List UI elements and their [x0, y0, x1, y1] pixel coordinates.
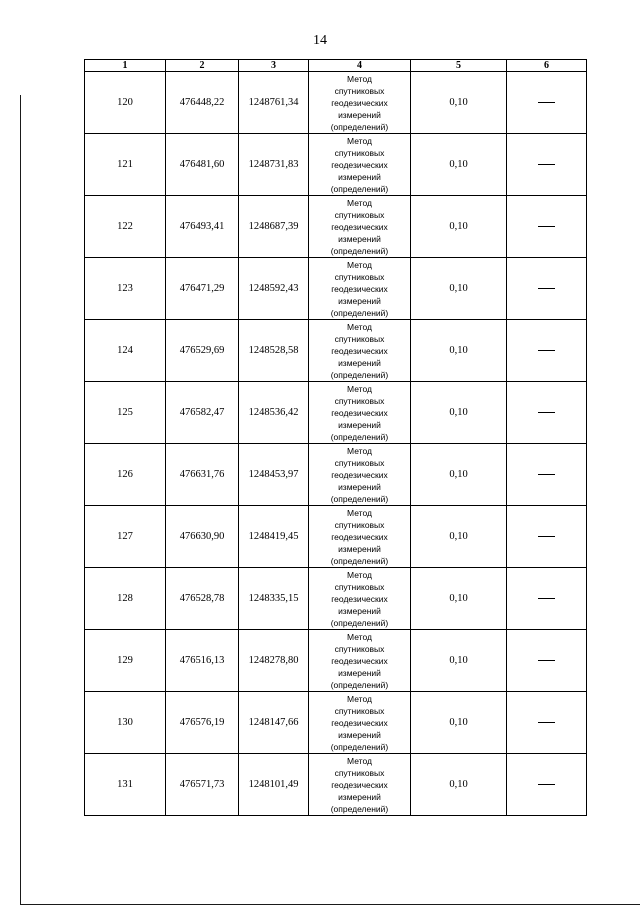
method-line: геодезических	[331, 345, 388, 356]
method-line: Метод	[347, 135, 372, 146]
method-line: измерений	[338, 419, 381, 430]
header-col-2: 2	[166, 60, 239, 72]
method-line: измерений	[338, 109, 381, 120]
method-cell	[309, 320, 411, 382]
method-line: спутниковых	[334, 395, 385, 406]
point-number-cell: 120	[85, 72, 166, 134]
method-line: измерений	[338, 357, 381, 368]
method-line: измерений	[338, 543, 381, 554]
method-line: спутниковых	[334, 643, 385, 654]
method-line: геодезических	[331, 407, 388, 418]
point-number-cell: 129	[85, 630, 166, 692]
method-line: измерений	[338, 171, 381, 182]
y-coordinate-cell: 1248687,39	[239, 196, 309, 258]
y-coordinate-cell: 1248419,45	[239, 506, 309, 568]
method-line: (определений)	[330, 493, 389, 504]
method-line: Метод	[347, 73, 372, 84]
accuracy-cell: 0,10	[411, 258, 507, 320]
coordinates-table-container	[84, 59, 586, 816]
method-cell	[309, 196, 411, 258]
table-row	[85, 320, 587, 382]
x-coordinate-cell: 476493,41	[166, 196, 239, 258]
method-line: спутниковых	[334, 519, 385, 530]
table-row	[85, 506, 587, 568]
header-col-1: 1	[85, 60, 166, 72]
method-line: (определений)	[330, 431, 389, 442]
x-coordinate-cell: 476481,60	[166, 134, 239, 196]
accuracy-cell: 0,10	[411, 754, 507, 816]
method-line: спутниковых	[334, 209, 385, 220]
accuracy-cell: 0,10	[411, 72, 507, 134]
y-coordinate-cell: 1248147,66	[239, 692, 309, 754]
accuracy-cell: 0,10	[411, 630, 507, 692]
dash-mark	[538, 288, 555, 289]
y-coordinate-cell: 1248528,58	[239, 320, 309, 382]
y-coordinate-cell: 1248101,49	[239, 754, 309, 816]
table-row	[85, 258, 587, 320]
header-col-6: 6	[507, 60, 587, 72]
method-line: (определений)	[330, 369, 389, 380]
method-line: спутниковых	[334, 85, 385, 96]
dash-mark	[538, 102, 555, 103]
x-coordinate-cell: 476529,69	[166, 320, 239, 382]
column-6-cell	[507, 382, 587, 444]
accuracy-cell: 0,10	[411, 444, 507, 506]
header-col-4: 4	[309, 60, 411, 72]
method-cell	[309, 72, 411, 134]
method-cell	[309, 568, 411, 630]
point-number-cell: 130	[85, 692, 166, 754]
method-cell	[309, 754, 411, 816]
x-coordinate-cell: 476448,22	[166, 72, 239, 134]
method-line: Метод	[347, 445, 372, 456]
method-line: геодезических	[331, 779, 388, 790]
table-row	[85, 72, 587, 134]
x-coordinate-cell: 476630,90	[166, 506, 239, 568]
column-6-cell	[507, 134, 587, 196]
method-line: спутниковых	[334, 767, 385, 778]
accuracy-cell: 0,10	[411, 568, 507, 630]
header-col-3: 3	[239, 60, 309, 72]
y-coordinate-cell: 1248592,43	[239, 258, 309, 320]
method-line: Метод	[347, 259, 372, 270]
column-6-cell	[507, 258, 587, 320]
method-line: Метод	[347, 197, 372, 208]
x-coordinate-cell: 476631,76	[166, 444, 239, 506]
method-line: (определений)	[330, 245, 389, 256]
accuracy-cell: 0,10	[411, 196, 507, 258]
point-number-cell: 126	[85, 444, 166, 506]
method-line: (определений)	[330, 183, 389, 194]
accuracy-cell: 0,10	[411, 382, 507, 444]
method-line: Метод	[347, 321, 372, 332]
coordinates-table	[84, 59, 587, 816]
method-line: Метод	[347, 507, 372, 518]
column-6-cell	[507, 692, 587, 754]
dash-mark	[538, 164, 555, 165]
method-line: геодезических	[331, 717, 388, 728]
method-line: (определений)	[330, 555, 389, 566]
point-number-cell: 127	[85, 506, 166, 568]
scan-border-left	[20, 95, 21, 905]
column-6-cell	[507, 196, 587, 258]
method-cell	[309, 444, 411, 506]
table-row	[85, 754, 587, 816]
x-coordinate-cell: 476516,13	[166, 630, 239, 692]
x-coordinate-cell: 476582,47	[166, 382, 239, 444]
method-line: измерений	[338, 667, 381, 678]
table-row	[85, 196, 587, 258]
method-line: измерений	[338, 729, 381, 740]
x-coordinate-cell: 476571,73	[166, 754, 239, 816]
method-line: (определений)	[330, 803, 389, 814]
column-6-cell	[507, 506, 587, 568]
method-line: спутниковых	[334, 271, 385, 282]
method-line: геодезических	[331, 593, 388, 604]
method-cell	[309, 134, 411, 196]
point-number-cell: 122	[85, 196, 166, 258]
method-line: геодезических	[331, 97, 388, 108]
accuracy-cell: 0,10	[411, 506, 507, 568]
method-line: геодезических	[331, 655, 388, 666]
method-line: спутниковых	[334, 147, 385, 158]
method-line: измерений	[338, 481, 381, 492]
accuracy-cell: 0,10	[411, 320, 507, 382]
y-coordinate-cell: 1248731,83	[239, 134, 309, 196]
method-line: измерений	[338, 605, 381, 616]
x-coordinate-cell: 476528,78	[166, 568, 239, 630]
dash-mark	[538, 474, 555, 475]
column-6-cell	[507, 754, 587, 816]
method-line: измерений	[338, 791, 381, 802]
y-coordinate-cell: 1248761,34	[239, 72, 309, 134]
method-line: (определений)	[330, 679, 389, 690]
method-cell	[309, 258, 411, 320]
method-cell	[309, 630, 411, 692]
column-6-cell	[507, 72, 587, 134]
point-number-cell: 128	[85, 568, 166, 630]
y-coordinate-cell: 1248335,15	[239, 568, 309, 630]
table-row	[85, 568, 587, 630]
column-6-cell	[507, 568, 587, 630]
accuracy-cell: 0,10	[411, 134, 507, 196]
method-line: измерений	[338, 233, 381, 244]
method-line: Метод	[347, 755, 372, 766]
x-coordinate-cell: 476471,29	[166, 258, 239, 320]
point-number-cell: 125	[85, 382, 166, 444]
method-line: геодезических	[331, 531, 388, 542]
table-row	[85, 134, 587, 196]
method-cell	[309, 382, 411, 444]
table-row	[85, 630, 587, 692]
method-line: спутниковых	[334, 457, 385, 468]
point-number-cell: 124	[85, 320, 166, 382]
dash-mark	[538, 722, 555, 723]
method-line: Метод	[347, 631, 372, 642]
table-body	[85, 72, 587, 816]
dash-mark	[538, 536, 555, 537]
method-line: (определений)	[330, 307, 389, 318]
method-line: Метод	[347, 569, 372, 580]
point-number-cell: 131	[85, 754, 166, 816]
y-coordinate-cell: 1248536,42	[239, 382, 309, 444]
accuracy-cell: 0,10	[411, 692, 507, 754]
point-number-cell: 121	[85, 134, 166, 196]
table-row	[85, 444, 587, 506]
dash-mark	[538, 226, 555, 227]
x-coordinate-cell: 476576,19	[166, 692, 239, 754]
method-line: измерений	[338, 295, 381, 306]
y-coordinate-cell: 1248278,80	[239, 630, 309, 692]
method-line: геодезических	[331, 221, 388, 232]
page-number: 14	[313, 33, 327, 48]
y-coordinate-cell: 1248453,97	[239, 444, 309, 506]
method-line: (определений)	[330, 121, 389, 132]
method-line: (определений)	[330, 617, 389, 628]
method-cell	[309, 692, 411, 754]
column-6-cell	[507, 630, 587, 692]
dash-mark	[538, 660, 555, 661]
method-line: спутниковых	[334, 705, 385, 716]
method-line: (определений)	[330, 741, 389, 752]
dash-mark	[538, 412, 555, 413]
method-line: Метод	[347, 383, 372, 394]
point-number-cell: 123	[85, 258, 166, 320]
table-header-row	[85, 60, 587, 72]
header-col-5: 5	[411, 60, 507, 72]
method-line: Метод	[347, 693, 372, 704]
method-line: спутниковых	[334, 581, 385, 592]
dash-mark	[538, 784, 555, 785]
dash-mark	[538, 350, 555, 351]
column-6-cell	[507, 444, 587, 506]
table-row	[85, 382, 587, 444]
column-6-cell	[507, 320, 587, 382]
method-cell	[309, 506, 411, 568]
method-line: спутниковых	[334, 333, 385, 344]
method-line: геодезических	[331, 283, 388, 294]
table-row	[85, 692, 587, 754]
method-line: геодезических	[331, 159, 388, 170]
dash-mark	[538, 598, 555, 599]
method-line: геодезических	[331, 469, 388, 480]
